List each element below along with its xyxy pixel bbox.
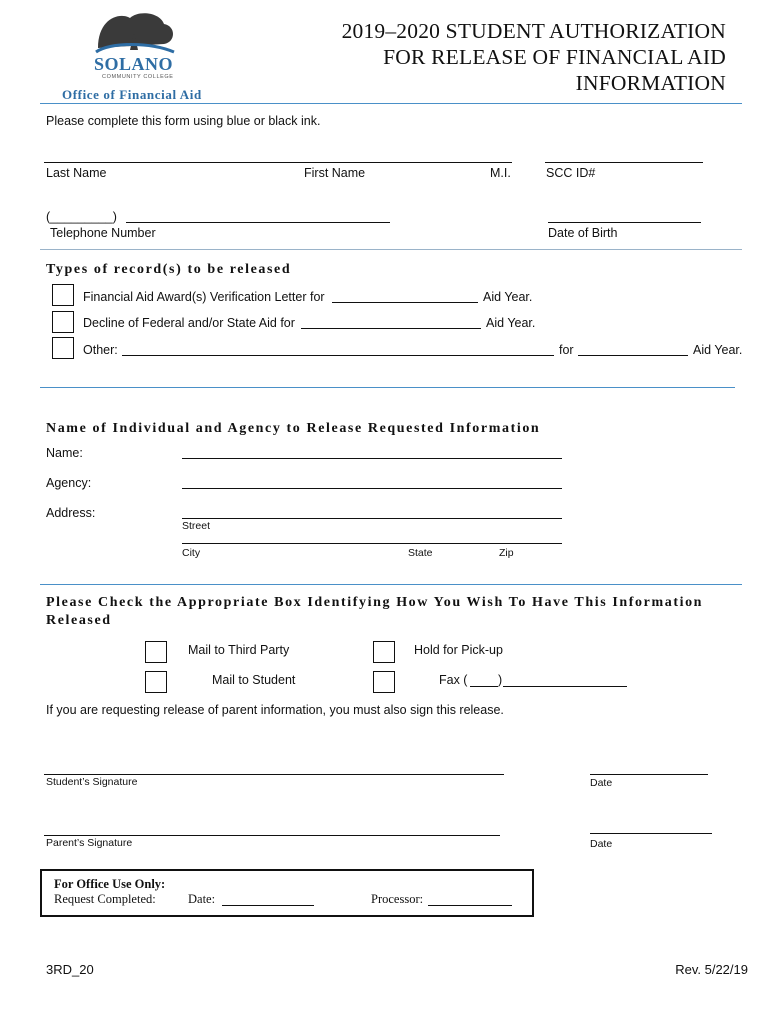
- hold-pickup-checkbox[interactable]: [373, 641, 395, 663]
- agency-label: Agency:: [46, 476, 92, 490]
- fax-label: Fax (: [439, 673, 468, 687]
- phone-area-code[interactable]: (_________): [46, 210, 117, 224]
- street-label: Street: [182, 520, 211, 532]
- award-letter-label: Financial Aid Award(s) Verification Letter for: [83, 290, 325, 304]
- office-use-box: [40, 869, 534, 917]
- instructions: Please complete this form using blue or black ink.: [46, 114, 321, 128]
- name-line[interactable]: [44, 162, 512, 163]
- award-letter-checkbox[interactable]: [52, 284, 74, 306]
- last-name-label: Last Name: [46, 166, 107, 180]
- title-line-3: INFORMATION: [575, 71, 726, 95]
- other-aid-year: Aid Year.: [693, 343, 743, 357]
- other-line[interactable]: [122, 355, 554, 356]
- records-heading: Types of record(s) to be released: [46, 262, 292, 277]
- zip-label: Zip: [499, 547, 514, 559]
- other-for: for: [559, 343, 574, 357]
- student-date-line[interactable]: [590, 774, 708, 775]
- other-label: Other:: [83, 343, 118, 357]
- decline-aid-year: Aid Year.: [486, 316, 536, 330]
- revision-date: Rev. 5/22/19: [675, 962, 748, 977]
- divider-1: [40, 249, 742, 250]
- parent-date-line[interactable]: [590, 833, 712, 834]
- request-completed-label: Request Completed:: [54, 892, 156, 906]
- award-aid-year: Aid Year.: [483, 290, 533, 304]
- scc-id-line[interactable]: [545, 162, 703, 163]
- street-line[interactable]: [182, 518, 562, 519]
- mail-third-party-label: Mail to Third Party: [188, 643, 290, 657]
- agency-line[interactable]: [182, 488, 562, 489]
- logo-subtitle: COMMUNITY COLLEGE: [102, 74, 174, 80]
- student-date-label: Date: [590, 777, 613, 789]
- mail-third-party-checkbox[interactable]: [145, 641, 167, 663]
- dob-label: Date of Birth: [548, 226, 618, 240]
- fax-paren: ): [498, 673, 503, 687]
- mail-student-label: Mail to Student: [212, 673, 296, 687]
- divider-3: [40, 584, 742, 585]
- city-line[interactable]: [182, 543, 562, 544]
- office-use-heading: For Office Use Only:: [54, 877, 166, 891]
- decline-year-line[interactable]: [301, 328, 481, 329]
- student-signature-line[interactable]: [44, 774, 504, 775]
- office-name: Office of Financial Aid: [62, 87, 202, 102]
- recipient-name-line[interactable]: [182, 458, 562, 459]
- name-label: Name:: [46, 446, 83, 460]
- office-date-line[interactable]: [222, 905, 314, 906]
- address-label: Address:: [46, 506, 96, 520]
- tree-logo-icon: [90, 8, 180, 58]
- parent-signature-label: Parent’s Signature: [46, 837, 133, 849]
- hold-pickup-label: Hold for Pick-up: [414, 643, 503, 657]
- processor-label: Processor:: [371, 892, 424, 906]
- parent-note: If you are requesting release of parent information, you must also sign this release.: [46, 703, 504, 717]
- decline-aid-checkbox[interactable]: [52, 311, 74, 333]
- fax-checkbox[interactable]: [373, 671, 395, 693]
- telephone-label: Telephone Number: [50, 226, 156, 240]
- mail-student-checkbox[interactable]: [145, 671, 167, 693]
- fax-area-line[interactable]: [470, 686, 498, 687]
- college-logo: [90, 8, 180, 84]
- divider-2: [40, 387, 735, 388]
- delivery-heading: [46, 594, 746, 630]
- logo-name: SOLANO: [94, 54, 174, 74]
- parent-date-label: Date: [590, 838, 613, 850]
- student-signature-label: Student’s Signature: [46, 776, 138, 788]
- parent-signature-line[interactable]: [44, 835, 500, 836]
- other-year-line[interactable]: [578, 355, 688, 356]
- delivery-heading-line-2: Released: [46, 613, 112, 628]
- award-year-line[interactable]: [332, 302, 478, 303]
- first-name-label: First Name: [304, 166, 366, 180]
- scc-id-label: SCC ID#: [546, 166, 596, 180]
- fax-number-line[interactable]: [503, 686, 627, 687]
- decline-aid-label: Decline of Federal and/or State Aid for: [83, 316, 295, 330]
- recipient-heading: Name of Individual and Agency to Release Requested Information: [46, 421, 541, 436]
- header-divider: [40, 103, 742, 104]
- phone-line[interactable]: [126, 222, 390, 223]
- mi-label: M.I.: [490, 166, 511, 180]
- office-date-label: Date:: [188, 892, 216, 906]
- title-line-1: 2019–2020 STUDENT AUTHORIZATION: [341, 19, 726, 43]
- other-checkbox[interactable]: [52, 337, 74, 359]
- title-line-2: FOR RELEASE OF FINANCIAL AID: [383, 45, 726, 69]
- delivery-heading-line-1: Please Check the Appropriate Box Identifying How You Wish To Have This Information: [46, 595, 704, 610]
- processor-line[interactable]: [428, 905, 512, 906]
- city-label: City: [182, 547, 201, 559]
- form-code: 3RD_20: [46, 962, 94, 977]
- dob-line[interactable]: [548, 222, 701, 223]
- state-label: State: [408, 547, 433, 559]
- form-title: [266, 18, 726, 96]
